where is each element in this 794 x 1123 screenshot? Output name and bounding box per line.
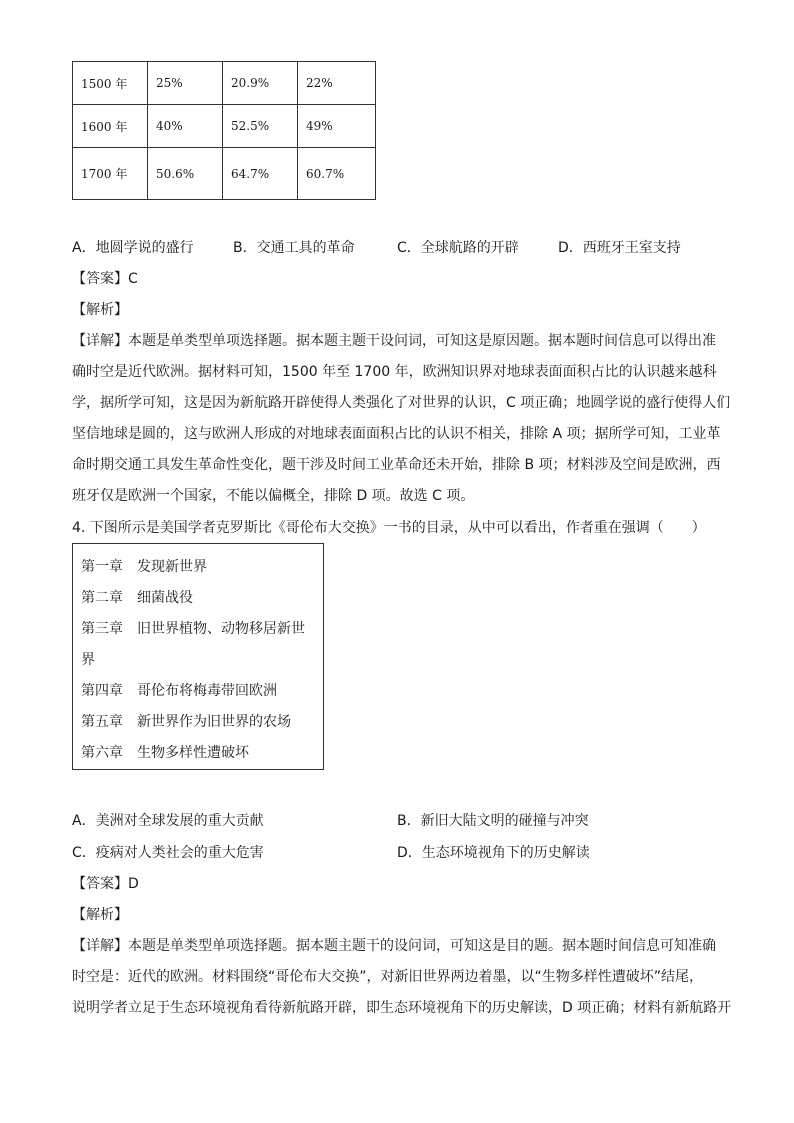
toc-item: 第五章 新世界作为旧世界的农场 xyxy=(81,714,291,730)
q4-option-d: D．生态环境视角下的历史解读 xyxy=(397,845,590,861)
q3-detail-line: 命时期交通工具发生革命性变化，题干涉及时间工业革命还未开始，排除 B 项；材料涉及空间是欧洲，西 xyxy=(72,457,721,473)
toc-item: 第六章 生物多样性遭破坏 xyxy=(81,745,249,761)
q3-detail-line: 确时空是近代欧洲。据材料可知，1500 年至 1700 年，欧洲知识界对地球表面面积占比的认识越来越科 xyxy=(72,364,717,380)
table-row xyxy=(73,62,376,105)
q3-answer: 【答案】C xyxy=(72,271,138,287)
q3-detail-line: 学，据所学可知，这是因为新航路开辟使得人类强化了对世界的认识，C 项正确；地圆学说的盛行使得人们 xyxy=(72,395,731,411)
q3-option-b: B．交通工具的革命 xyxy=(233,240,355,256)
table-cell: 1700 年 xyxy=(73,148,148,200)
q4-detail-line: 说明学者立足于生态环境视角看待新航路开辟，即生态环境视角下的历史解读，D 项正确；材料有新航路开 xyxy=(72,1000,732,1016)
table-cell: 40% xyxy=(148,105,223,148)
q4-stem: 4. 下图所示是美国学者克罗斯比《哥伦布大交换》一书的目录，从中可以看出，作者重在强调（ ） xyxy=(72,520,706,536)
q4-option-a: A．美洲对全球发展的重大贡献 xyxy=(72,813,264,829)
toc-item: 第二章 细菌战役 xyxy=(81,590,193,606)
table-cell: 64.7% xyxy=(223,148,298,200)
q4-analysis-label: 【解析】 xyxy=(72,907,128,923)
table-cell: 50.6% xyxy=(148,148,223,200)
table-cell: 60.7% xyxy=(298,148,376,200)
q3-analysis-label: 【解析】 xyxy=(72,302,128,318)
table-cell: 1600 年 xyxy=(73,105,148,148)
table-cell: 52.5% xyxy=(223,105,298,148)
q4-option-c: C．疫病对人类社会的重大危害 xyxy=(72,845,264,861)
q3-option-d: D．西班牙王室支持 xyxy=(558,240,681,256)
q3-option-a: A．地圆学说的盛行 xyxy=(72,240,194,256)
q3-detail-line: 坚信地球是圆的，这与欧洲人形成的对地球表面面积占比的认识不相关，排除 A 项；据所学可知，工业革 xyxy=(72,426,721,442)
table-row xyxy=(73,105,376,148)
toc-item: 界 xyxy=(81,652,95,668)
table-cell: 25% xyxy=(148,62,223,105)
q4-answer: 【答案】D xyxy=(72,876,139,892)
toc-item: 第三章 旧世界植物、动物移居新世 xyxy=(81,621,305,637)
table-cell: 49% xyxy=(298,105,376,148)
q3-option-c: C．全球航路的开辟 xyxy=(397,240,519,256)
q4-option-b: B．新旧大陆文明的碰撞与冲突 xyxy=(397,813,589,829)
book-contents-box xyxy=(72,543,324,770)
q4-detail-line: 【详解】本题是单类型单项选择题。据本题主题干的设问词，可知这是目的题。据本题时间信息可知准确 xyxy=(72,938,716,954)
toc-item: 第四章 哥伦布将梅毒带回欧洲 xyxy=(81,683,277,699)
table-cell: 20.9% xyxy=(223,62,298,105)
q3-detail-line: 班牙仅是欧洲一个国家，不能以偏概全，排除 D 项。故选 C 项。 xyxy=(72,488,475,504)
q3-detail-line: 【详解】本题是单类型单项选择题。据本题主题干设问词，可知这是原因题。据本题时间信息可以得出准 xyxy=(72,333,716,349)
toc-item: 第一章 发现新世界 xyxy=(81,559,207,575)
q4-detail-line: 时空是：近代的欧洲。材料围绕“哥伦布大交换”，对新旧世界两边着墨，以“生物多样性遭破坏”结尾， xyxy=(72,969,704,985)
statistics-table xyxy=(72,61,376,200)
table-row xyxy=(73,148,376,200)
table-cell: 1500 年 xyxy=(73,62,148,105)
table-cell: 22% xyxy=(298,62,376,105)
